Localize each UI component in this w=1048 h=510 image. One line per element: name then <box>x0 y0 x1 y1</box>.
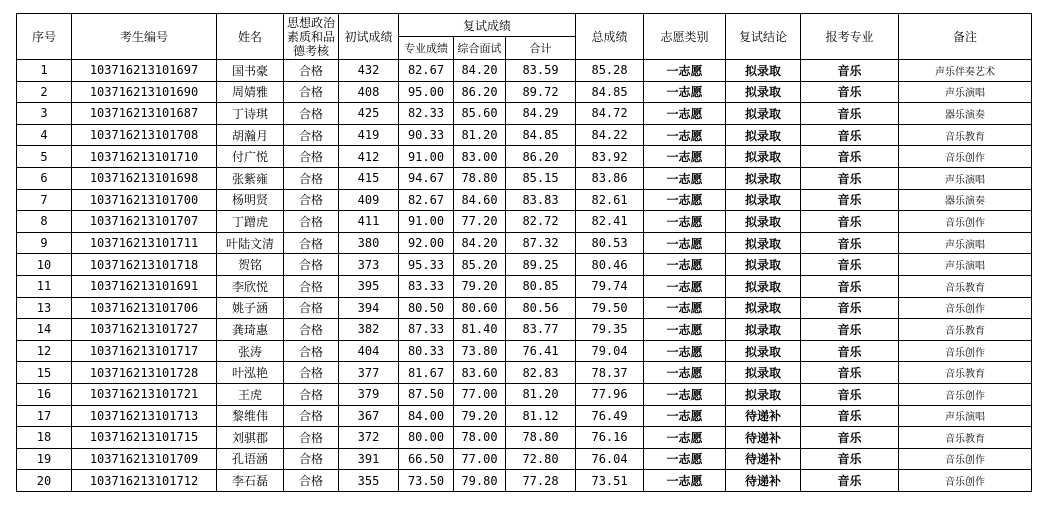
table-row <box>17 275 1032 297</box>
cell-ideology: 合格 <box>284 60 339 82</box>
cell-wish-type: 一志愿 <box>644 60 726 82</box>
cell-major-score: 82.67 <box>399 189 454 211</box>
cell-name: 付广悦 <box>217 146 284 168</box>
cell-retest-total: 83.83 <box>506 189 576 211</box>
cell-total-score: 76.04 <box>576 448 644 470</box>
cell-major: 音乐 <box>801 448 899 470</box>
cell-ideology: 合格 <box>284 81 339 103</box>
cell-retest-conclusion: 拟录取 <box>726 124 801 146</box>
cell-major: 音乐 <box>801 254 899 276</box>
cell-initial-score: 394 <box>339 297 399 319</box>
header-major-score: 专业成绩 <box>399 37 454 60</box>
cell-remark: 音乐教育 <box>899 362 1032 384</box>
table-row <box>17 254 1032 276</box>
cell-initial-score: 404 <box>339 340 399 362</box>
cell-ideology: 合格 <box>284 167 339 189</box>
cell-wish-type: 一志愿 <box>644 340 726 362</box>
cell-major: 音乐 <box>801 146 899 168</box>
cell-initial-score: 380 <box>339 232 399 254</box>
cell-major-score: 66.50 <box>399 448 454 470</box>
cell-retest-conclusion: 拟录取 <box>726 103 801 125</box>
cell-seq: 8 <box>17 211 72 233</box>
header-retest-score: 复试成绩 <box>399 14 576 37</box>
cell-remark: 声乐伴奏艺术 <box>899 60 1032 82</box>
cell-exam-no: 103716213101711 <box>72 232 217 254</box>
cell-seq: 13 <box>17 297 72 319</box>
cell-retest-total: 82.83 <box>506 362 576 384</box>
cell-interview: 84.20 <box>454 232 506 254</box>
cell-remark: 声乐演唱 <box>899 167 1032 189</box>
cell-retest-conclusion: 拟录取 <box>726 81 801 103</box>
table-row <box>17 146 1032 168</box>
cell-name: 刘骐郡 <box>217 427 284 449</box>
cell-retest-conclusion: 拟录取 <box>726 60 801 82</box>
cell-major-score: 80.33 <box>399 340 454 362</box>
table-row <box>17 383 1032 405</box>
cell-remark: 音乐教育 <box>899 319 1032 341</box>
cell-name: 胡瀚月 <box>217 124 284 146</box>
cell-seq: 6 <box>17 167 72 189</box>
cell-ideology: 合格 <box>284 297 339 319</box>
cell-retest-total: 84.29 <box>506 103 576 125</box>
cell-wish-type: 一志愿 <box>644 167 726 189</box>
cell-seq: 16 <box>17 383 72 405</box>
cell-wish-type: 一志愿 <box>644 427 726 449</box>
cell-major-score: 95.00 <box>399 81 454 103</box>
cell-remark: 音乐创作 <box>899 448 1032 470</box>
cell-initial-score: 415 <box>339 167 399 189</box>
cell-initial-score: 409 <box>339 189 399 211</box>
cell-seq: 14 <box>17 319 72 341</box>
cell-retest-conclusion: 待递补 <box>726 427 801 449</box>
cell-interview: 83.60 <box>454 362 506 384</box>
cell-total-score: 84.22 <box>576 124 644 146</box>
cell-exam-no: 103716213101708 <box>72 124 217 146</box>
cell-major: 音乐 <box>801 103 899 125</box>
table-row <box>17 340 1032 362</box>
cell-name: 杨明贤 <box>217 189 284 211</box>
table-row <box>17 362 1032 384</box>
table-body <box>17 60 1032 492</box>
cell-major: 音乐 <box>801 340 899 362</box>
cell-retest-total: 89.25 <box>506 254 576 276</box>
cell-retest-total: 86.20 <box>506 146 576 168</box>
cell-remark: 音乐创作 <box>899 470 1032 492</box>
cell-exam-no: 103716213101713 <box>72 405 217 427</box>
cell-exam-no: 103716213101715 <box>72 427 217 449</box>
cell-name: 叶陆文清 <box>217 232 284 254</box>
cell-seq: 20 <box>17 470 72 492</box>
cell-seq: 17 <box>17 405 72 427</box>
cell-wish-type: 一志愿 <box>644 470 726 492</box>
cell-retest-conclusion: 拟录取 <box>726 275 801 297</box>
cell-name: 贺铭 <box>217 254 284 276</box>
cell-ideology: 合格 <box>284 319 339 341</box>
cell-exam-no: 103716213101691 <box>72 275 217 297</box>
table-row <box>17 427 1032 449</box>
cell-retest-total: 89.72 <box>506 81 576 103</box>
cell-exam-no: 103716213101698 <box>72 167 217 189</box>
cell-remark: 声乐演唱 <box>899 232 1032 254</box>
cell-interview: 79.20 <box>454 275 506 297</box>
cell-ideology: 合格 <box>284 232 339 254</box>
cell-retest-conclusion: 拟录取 <box>726 383 801 405</box>
cell-retest-total: 81.12 <box>506 405 576 427</box>
cell-retest-total: 85.15 <box>506 167 576 189</box>
cell-ideology: 合格 <box>284 211 339 233</box>
cell-interview: 81.20 <box>454 124 506 146</box>
cell-total-score: 79.50 <box>576 297 644 319</box>
cell-initial-score: 372 <box>339 427 399 449</box>
cell-name: 张紫雍 <box>217 167 284 189</box>
cell-total-score: 82.41 <box>576 211 644 233</box>
cell-remark: 声乐演唱 <box>899 405 1032 427</box>
table-row <box>17 211 1032 233</box>
cell-total-score: 78.37 <box>576 362 644 384</box>
cell-seq: 5 <box>17 146 72 168</box>
cell-seq: 7 <box>17 189 72 211</box>
cell-major: 音乐 <box>801 470 899 492</box>
cell-major: 音乐 <box>801 81 899 103</box>
cell-major-score: 91.00 <box>399 146 454 168</box>
cell-interview: 84.20 <box>454 60 506 82</box>
cell-exam-no: 103716213101709 <box>72 448 217 470</box>
cell-total-score: 73.51 <box>576 470 644 492</box>
cell-ideology: 合格 <box>284 340 339 362</box>
cell-major-score: 83.33 <box>399 275 454 297</box>
cell-wish-type: 一志愿 <box>644 232 726 254</box>
cell-major-score: 82.67 <box>399 60 454 82</box>
cell-remark: 声乐演唱 <box>899 81 1032 103</box>
cell-wish-type: 一志愿 <box>644 81 726 103</box>
cell-interview: 77.00 <box>454 448 506 470</box>
cell-retest-conclusion: 待递补 <box>726 405 801 427</box>
cell-retest-total: 80.56 <box>506 297 576 319</box>
cell-retest-conclusion: 拟录取 <box>726 297 801 319</box>
cell-major-score: 87.33 <box>399 319 454 341</box>
cell-interview: 83.00 <box>454 146 506 168</box>
cell-initial-score: 382 <box>339 319 399 341</box>
cell-total-score: 80.53 <box>576 232 644 254</box>
table-row <box>17 448 1032 470</box>
cell-interview: 84.60 <box>454 189 506 211</box>
cell-retest-total: 84.85 <box>506 124 576 146</box>
cell-total-score: 80.46 <box>576 254 644 276</box>
cell-retest-conclusion: 拟录取 <box>726 211 801 233</box>
cell-total-score: 76.16 <box>576 427 644 449</box>
cell-retest-total: 87.32 <box>506 232 576 254</box>
cell-retest-total: 77.28 <box>506 470 576 492</box>
header-remark: 备注 <box>899 14 1032 60</box>
cell-initial-score: 411 <box>339 211 399 233</box>
cell-remark: 音乐教育 <box>899 427 1032 449</box>
cell-major-score: 90.33 <box>399 124 454 146</box>
cell-initial-score: 432 <box>339 60 399 82</box>
cell-name: 王虎 <box>217 383 284 405</box>
cell-initial-score: 412 <box>339 146 399 168</box>
cell-interview: 79.20 <box>454 405 506 427</box>
header-retest-conclusion: 复试结论 <box>726 14 801 60</box>
cell-retest-conclusion: 拟录取 <box>726 319 801 341</box>
cell-seq: 1 <box>17 60 72 82</box>
cell-major-score: 80.50 <box>399 297 454 319</box>
cell-name: 李石磊 <box>217 470 284 492</box>
cell-wish-type: 一志愿 <box>644 362 726 384</box>
cell-major: 音乐 <box>801 211 899 233</box>
cell-wish-type: 一志愿 <box>644 319 726 341</box>
cell-retest-conclusion: 拟录取 <box>726 340 801 362</box>
score-table <box>16 13 1032 492</box>
cell-retest-total: 80.85 <box>506 275 576 297</box>
cell-total-score: 79.04 <box>576 340 644 362</box>
cell-wish-type: 一志愿 <box>644 383 726 405</box>
cell-major-score: 82.33 <box>399 103 454 125</box>
cell-wish-type: 一志愿 <box>644 448 726 470</box>
cell-initial-score: 395 <box>339 275 399 297</box>
cell-wish-type: 一志愿 <box>644 103 726 125</box>
table-row <box>17 297 1032 319</box>
cell-retest-conclusion: 拟录取 <box>726 189 801 211</box>
cell-seq: 15 <box>17 362 72 384</box>
cell-name: 张涛 <box>217 340 284 362</box>
cell-major: 音乐 <box>801 189 899 211</box>
cell-interview: 79.80 <box>454 470 506 492</box>
cell-ideology: 合格 <box>284 103 339 125</box>
cell-ideology: 合格 <box>284 124 339 146</box>
cell-major: 音乐 <box>801 427 899 449</box>
cell-name: 姚子涵 <box>217 297 284 319</box>
cell-initial-score: 355 <box>339 470 399 492</box>
header-initial-score: 初试成绩 <box>339 14 399 60</box>
cell-ideology: 合格 <box>284 362 339 384</box>
cell-name: 黎维伟 <box>217 405 284 427</box>
cell-remark: 音乐教育 <box>899 275 1032 297</box>
table-row <box>17 405 1032 427</box>
cell-major: 音乐 <box>801 232 899 254</box>
cell-ideology: 合格 <box>284 189 339 211</box>
cell-total-score: 84.85 <box>576 81 644 103</box>
cell-name: 李欣悦 <box>217 275 284 297</box>
cell-major: 音乐 <box>801 319 899 341</box>
cell-total-score: 79.74 <box>576 275 644 297</box>
cell-remark: 音乐创作 <box>899 146 1032 168</box>
cell-exam-no: 103716213101700 <box>72 189 217 211</box>
cell-seq: 9 <box>17 232 72 254</box>
cell-initial-score: 408 <box>339 81 399 103</box>
table-row <box>17 470 1032 492</box>
cell-remark: 声乐演唱 <box>899 254 1032 276</box>
header-seq: 序号 <box>17 14 72 60</box>
cell-seq: 19 <box>17 448 72 470</box>
cell-retest-conclusion: 待递补 <box>726 448 801 470</box>
cell-remark: 音乐创作 <box>899 340 1032 362</box>
table-row <box>17 60 1032 82</box>
header-name: 姓名 <box>217 14 284 60</box>
table-row <box>17 232 1032 254</box>
cell-ideology: 合格 <box>284 146 339 168</box>
cell-ideology: 合格 <box>284 470 339 492</box>
cell-seq: 11 <box>17 275 72 297</box>
cell-interview: 80.60 <box>454 297 506 319</box>
header-interview: 综合面试 <box>454 37 506 60</box>
table-row <box>17 189 1032 211</box>
cell-interview: 73.80 <box>454 340 506 362</box>
table-header <box>17 14 1032 60</box>
cell-retest-total: 78.80 <box>506 427 576 449</box>
table-row <box>17 167 1032 189</box>
cell-total-score: 82.61 <box>576 189 644 211</box>
cell-name: 国书豪 <box>217 60 284 82</box>
cell-initial-score: 373 <box>339 254 399 276</box>
cell-exam-no: 103716213101727 <box>72 319 217 341</box>
cell-wish-type: 一志愿 <box>644 275 726 297</box>
cell-interview: 78.00 <box>454 427 506 449</box>
cell-major-score: 81.67 <box>399 362 454 384</box>
cell-ideology: 合格 <box>284 448 339 470</box>
cell-interview: 86.20 <box>454 81 506 103</box>
cell-retest-conclusion: 拟录取 <box>726 362 801 384</box>
cell-remark: 音乐创作 <box>899 211 1032 233</box>
cell-name: 叶泓艳 <box>217 362 284 384</box>
cell-major: 音乐 <box>801 60 899 82</box>
header-total-score: 总成绩 <box>576 14 644 60</box>
cell-seq: 12 <box>17 340 72 362</box>
cell-retest-total: 76.41 <box>506 340 576 362</box>
cell-major: 音乐 <box>801 275 899 297</box>
cell-remark: 音乐创作 <box>899 297 1032 319</box>
cell-wish-type: 一志愿 <box>644 124 726 146</box>
table-row <box>17 319 1032 341</box>
cell-major: 音乐 <box>801 167 899 189</box>
cell-total-score: 84.72 <box>576 103 644 125</box>
cell-exam-no: 103716213101712 <box>72 470 217 492</box>
cell-remark: 器乐演奏 <box>899 189 1032 211</box>
cell-exam-no: 103716213101721 <box>72 383 217 405</box>
cell-exam-no: 103716213101710 <box>72 146 217 168</box>
cell-ideology: 合格 <box>284 383 339 405</box>
cell-name: 龚琦惠 <box>217 319 284 341</box>
cell-retest-total: 83.77 <box>506 319 576 341</box>
cell-ideology: 合格 <box>284 427 339 449</box>
cell-major-score: 84.00 <box>399 405 454 427</box>
cell-initial-score: 391 <box>339 448 399 470</box>
cell-major: 音乐 <box>801 405 899 427</box>
cell-interview: 85.20 <box>454 254 506 276</box>
cell-initial-score: 425 <box>339 103 399 125</box>
cell-seq: 4 <box>17 124 72 146</box>
cell-total-score: 77.96 <box>576 383 644 405</box>
cell-major-score: 94.67 <box>399 167 454 189</box>
cell-interview: 77.20 <box>454 211 506 233</box>
cell-total-score: 79.35 <box>576 319 644 341</box>
cell-remark: 器乐演奏 <box>899 103 1032 125</box>
cell-major-score: 95.33 <box>399 254 454 276</box>
cell-initial-score: 377 <box>339 362 399 384</box>
cell-retest-total: 83.59 <box>506 60 576 82</box>
cell-major: 音乐 <box>801 297 899 319</box>
cell-remark: 音乐教育 <box>899 124 1032 146</box>
cell-total-score: 76.49 <box>576 405 644 427</box>
cell-interview: 85.60 <box>454 103 506 125</box>
cell-interview: 81.40 <box>454 319 506 341</box>
cell-interview: 77.00 <box>454 383 506 405</box>
cell-major: 音乐 <box>801 362 899 384</box>
cell-exam-no: 103716213101706 <box>72 297 217 319</box>
cell-major-score: 80.00 <box>399 427 454 449</box>
cell-exam-no: 103716213101687 <box>72 103 217 125</box>
cell-major-score: 73.50 <box>399 470 454 492</box>
cell-initial-score: 419 <box>339 124 399 146</box>
cell-exam-no: 103716213101718 <box>72 254 217 276</box>
cell-wish-type: 一志愿 <box>644 254 726 276</box>
cell-retest-total: 82.72 <box>506 211 576 233</box>
cell-exam-no: 103716213101728 <box>72 362 217 384</box>
cell-retest-conclusion: 待递补 <box>726 470 801 492</box>
cell-total-score: 83.86 <box>576 167 644 189</box>
cell-exam-no: 103716213101707 <box>72 211 217 233</box>
score-table-container <box>16 13 1032 492</box>
table-row <box>17 124 1032 146</box>
cell-wish-type: 一志愿 <box>644 297 726 319</box>
cell-major: 音乐 <box>801 124 899 146</box>
cell-name: 孔语涵 <box>217 448 284 470</box>
cell-retest-total: 81.20 <box>506 383 576 405</box>
cell-major-score: 87.50 <box>399 383 454 405</box>
cell-ideology: 合格 <box>284 405 339 427</box>
cell-name: 丁诗琪 <box>217 103 284 125</box>
cell-major: 音乐 <box>801 383 899 405</box>
cell-name: 丁蹭虎 <box>217 211 284 233</box>
header-major: 报考专业 <box>801 14 899 60</box>
cell-initial-score: 379 <box>339 383 399 405</box>
cell-retest-total: 72.80 <box>506 448 576 470</box>
cell-retest-conclusion: 拟录取 <box>726 254 801 276</box>
cell-seq: 2 <box>17 81 72 103</box>
cell-total-score: 85.28 <box>576 60 644 82</box>
cell-seq: 10 <box>17 254 72 276</box>
cell-retest-conclusion: 拟录取 <box>726 167 801 189</box>
cell-name: 周婧雅 <box>217 81 284 103</box>
cell-total-score: 83.92 <box>576 146 644 168</box>
cell-remark: 音乐创作 <box>899 383 1032 405</box>
header-ideology: 思想政治素质和品德考核 <box>284 14 339 60</box>
cell-major-score: 91.00 <box>399 211 454 233</box>
cell-wish-type: 一志愿 <box>644 146 726 168</box>
cell-wish-type: 一志愿 <box>644 189 726 211</box>
header-retest-total: 合计 <box>506 37 576 60</box>
cell-initial-score: 367 <box>339 405 399 427</box>
cell-seq: 3 <box>17 103 72 125</box>
cell-wish-type: 一志愿 <box>644 211 726 233</box>
cell-interview: 78.80 <box>454 167 506 189</box>
cell-major-score: 92.00 <box>399 232 454 254</box>
cell-exam-no: 103716213101690 <box>72 81 217 103</box>
table-row <box>17 81 1032 103</box>
cell-ideology: 合格 <box>284 275 339 297</box>
header-wish-type: 志愿类别 <box>644 14 726 60</box>
cell-ideology: 合格 <box>284 254 339 276</box>
cell-seq: 18 <box>17 427 72 449</box>
cell-exam-no: 103716213101697 <box>72 60 217 82</box>
cell-wish-type: 一志愿 <box>644 405 726 427</box>
header-exam-no: 考生编号 <box>72 14 217 60</box>
cell-exam-no: 103716213101717 <box>72 340 217 362</box>
cell-retest-conclusion: 拟录取 <box>726 146 801 168</box>
cell-retest-conclusion: 拟录取 <box>726 232 801 254</box>
table-row <box>17 103 1032 125</box>
